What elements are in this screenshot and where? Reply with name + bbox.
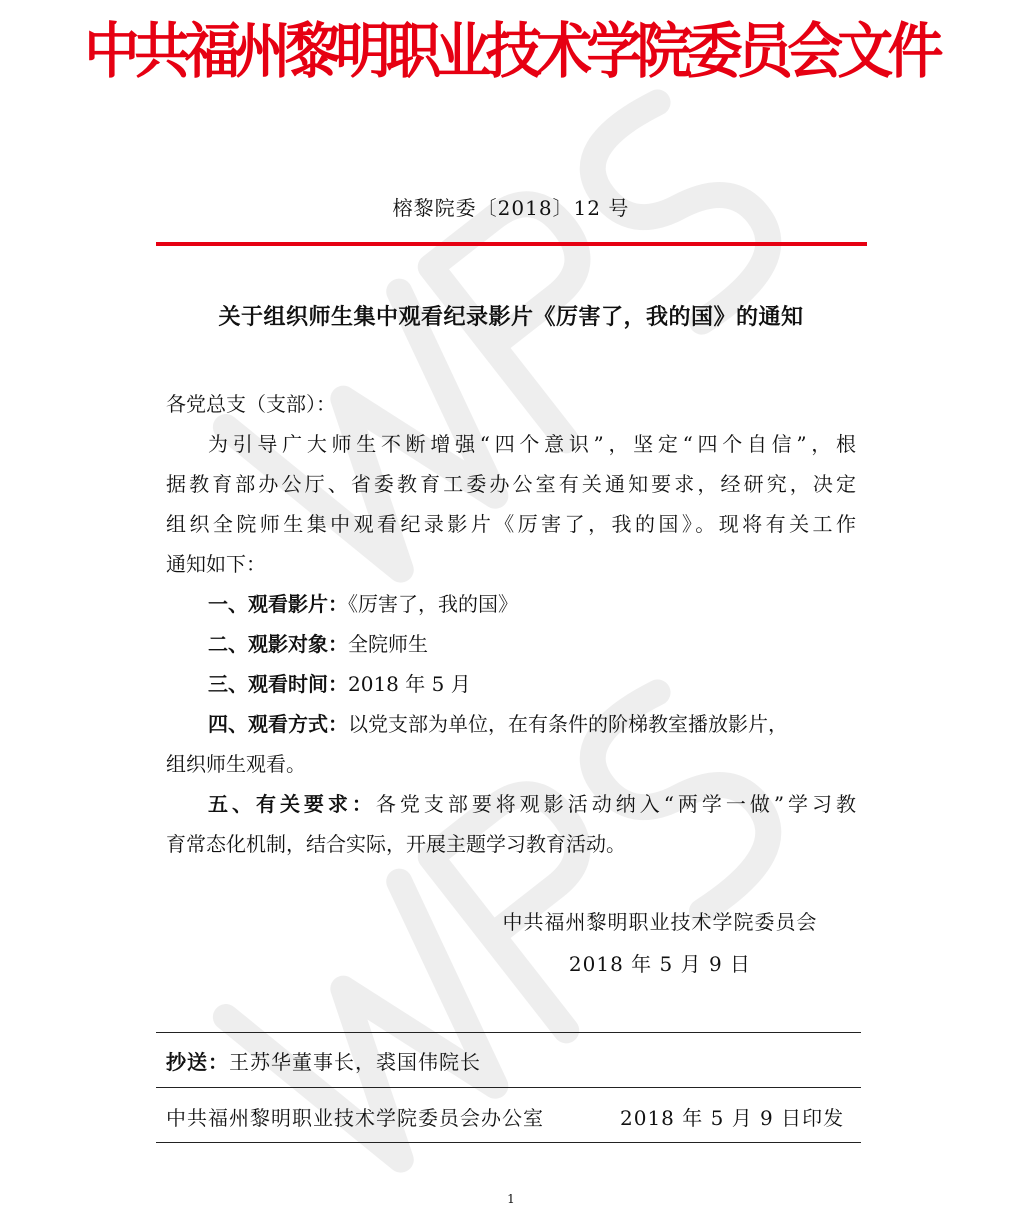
cc-line — [166, 1042, 481, 1082]
footer-rule-middle — [156, 1087, 861, 1088]
intro-line-1: 为引导广大师生不断增强“四个意识”，坚定“四个自信”，根 — [208, 432, 858, 456]
item-method-continued: 组织师生观看。 — [166, 752, 306, 776]
issue-date: 2018 年 5 月 9 日印发 — [620, 1106, 845, 1130]
footer-rule-top — [156, 1032, 861, 1033]
signing-organization: 中共福州黎明职业技术学院委员会 — [502, 910, 818, 934]
red-divider-line — [156, 242, 867, 246]
notice-body — [166, 384, 858, 864]
item-label: 一、观看影片： — [208, 592, 348, 616]
footer-rule-bottom — [156, 1142, 861, 1143]
item-audience — [166, 624, 858, 664]
item-value: 2018 年 5 月 — [348, 672, 471, 696]
item-time — [166, 664, 858, 704]
document-masthead: 中共福州黎明职业技术学院委员会文件 — [84, 17, 938, 87]
intro-line-4: 通知如下： — [166, 552, 266, 576]
document-number: 榕黎院委〔2018〕12 号 — [392, 196, 630, 220]
item-label: 二、观影对象： — [208, 632, 348, 656]
intro-line-3: 组织全院师生集中观看纪录影片《厉害了，我的国》。现将有关工作 — [166, 512, 858, 536]
signing-date: 2018 年 5 月 9 日 — [568, 952, 752, 976]
intro-line-2: 据教育部办公厅、省委教育工委办公室有关通知要求，经研究，决定 — [166, 472, 858, 496]
item-value: 全院师生 — [348, 632, 428, 656]
item-label: 五、有关要求： — [208, 792, 376, 816]
item-value: 以党支部为单位，在有条件的阶梯教室播放影片， — [348, 712, 788, 736]
item-label: 四、观看方式： — [208, 712, 348, 736]
item-requirements-continued: 育常态化机制，结合实际，开展主题学习教育活动。 — [166, 832, 626, 856]
notice-title: 关于组织师生集中观看纪录影片《厉害了，我的国》的通知 — [218, 305, 804, 330]
page-number: 1 — [507, 1192, 515, 1206]
issuing-office: 中共福州黎明职业技术学院委员会办公室 — [166, 1106, 544, 1130]
item-method — [166, 704, 858, 744]
item-requirements — [166, 784, 858, 824]
item-film — [166, 584, 858, 624]
item-value: 各党支部要将观影活动纳入“两学一做”学习教 — [375, 792, 859, 816]
salutation: 各党总支（支部）： — [166, 392, 336, 416]
cc-label: 抄送： — [166, 1050, 229, 1074]
cc-recipients: 王苏华董事长，裘国伟院长 — [229, 1050, 481, 1074]
item-value: 《厉害了，我的国》 — [348, 592, 518, 616]
item-label: 三、观看时间： — [208, 672, 348, 696]
